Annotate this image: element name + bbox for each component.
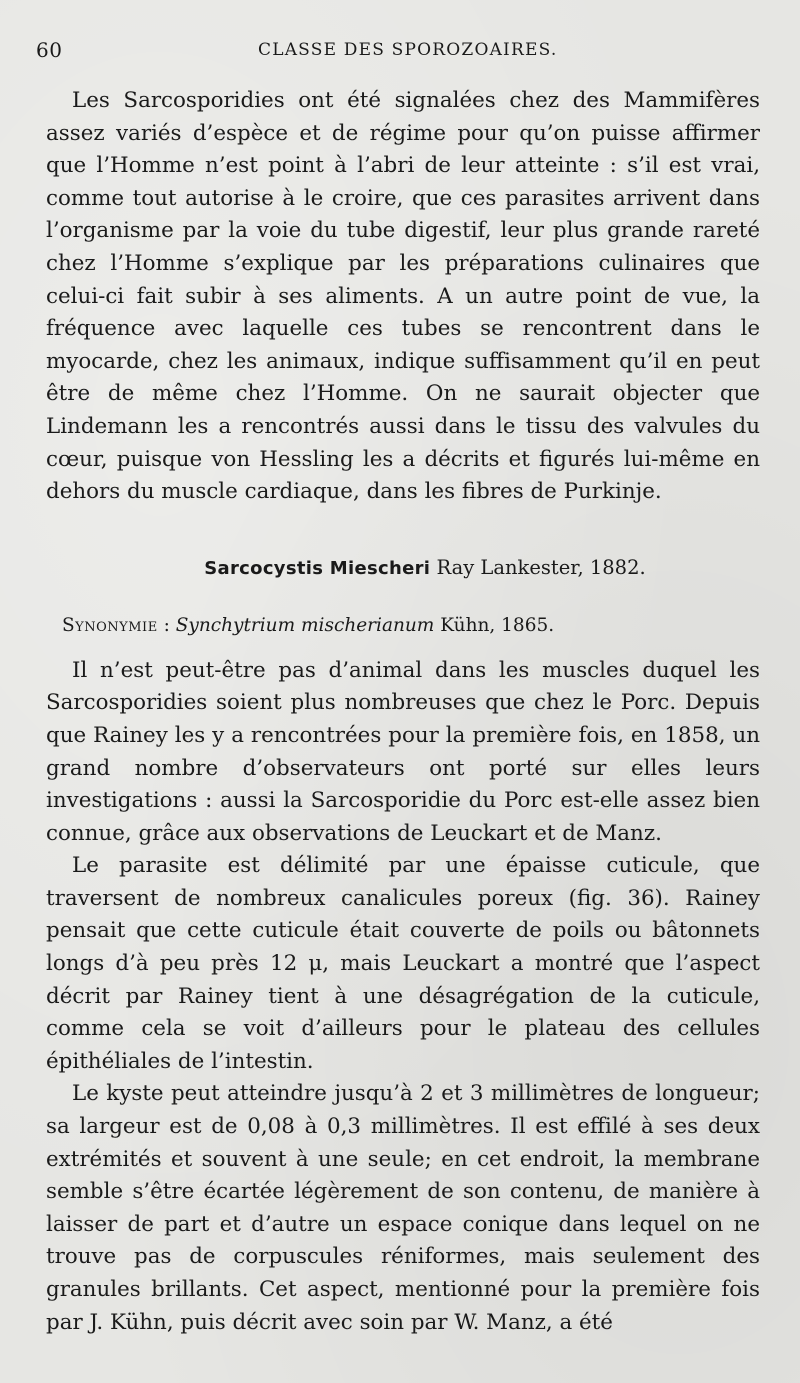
- synonymy-separator: :: [163, 614, 170, 636]
- species-name: Sarcocystis Miescheri: [204, 557, 431, 579]
- page-number: 60: [36, 38, 63, 62]
- running-head: [36, 38, 760, 68]
- synonymy-line: [62, 611, 760, 641]
- book-page: [36, 38, 760, 1339]
- synonymy-label: Synonymie: [62, 614, 158, 636]
- intro-paragraph: Les Sarcosporidies ont été signalées chez des Mammifères assez variés d’espèce et de régime pour qu’on puisse affirmer que l’Homme n’est point à l’abri de leur atteinte : s’il est vrai, comme tout autorise à le croire, que ces parasites arrivent dans l’organisme par la voie du tube digestif, leur plus grande rareté chez l’Homme s’explique par les préparations culinaires que celui-ci fait subir à ses aliments. A un autre point de vue, la fréquence avec laquelle ces tubes se rencontrent dans le myocarde, chez les animaux, indique suffisamment qu’il en peut être de même chez l’Homme. On ne saurait objecter que Lindemann les a rencontrés aussi dans le tissu des valvules du cœur, puisque von Hessling les a décrits et figurés lui-même en dehors du muscle cardiaque, dans les fibres de Purkinje.: [46, 88, 760, 505]
- body-text: [46, 85, 760, 1339]
- section-heading: [46, 551, 760, 585]
- synonym-name: Synchytrium mischerianum: [175, 614, 435, 636]
- paragraph-distribution: Il n’est peut-être pas d’animal dans les muscles duquel les Sarcosporidies soient plus nombreuses que chez le Porc. Depuis que Rainey les y a rencontrées pour la première fois, en 1858, un grand nombre d’observateurs ont porté sur elles leurs investigations : aussi la Sarcosporidie du Porc est-elle assez bien connue, grâce aux observations de Leuckart et de Manz.: [46, 657, 760, 846]
- synonym-author: Kühn, 1865.: [440, 614, 555, 636]
- paragraph-cyst: Le kyste peut atteindre jusqu’à 2 et 3 millimètres de longueur; sa largeur est de 0,08 à 0,3 millimètres. Il est effilé à ses deux extrémités et souvent à une seule; en cet endroit, la membrane semble s’être écartée légèrement de son contenu, de manière à laisser de part et d’autre un espace conique dans lequel on ne trouve pas de corpuscules réniformes, mais seulement des granules brillants. Cet aspect, mentionné pour la première fois par J. Kühn, puis décrit avec soin par W. Manz, a été: [46, 1081, 760, 1335]
- running-title: CLASSE DES SPOROZOAIRES.: [258, 40, 558, 60]
- species-authority: Ray Lankester, 1882.: [436, 555, 646, 579]
- paragraph-cuticle: Le parasite est délimité par une épaisse cuticule, que traversent de nombreux canalicules poreux (fig. 36). Rainey pensait que cette cuticule était couverte de poils ou bâtonnets longs d’à peu près 12 μ, mais Leuckart a montré que l’aspect décrit par Rainey tient à une désagrégation de la cuticule, comme cela se voit d’ailleurs pour le plateau des cellules épithéliales de l’intestin.: [46, 853, 760, 1074]
